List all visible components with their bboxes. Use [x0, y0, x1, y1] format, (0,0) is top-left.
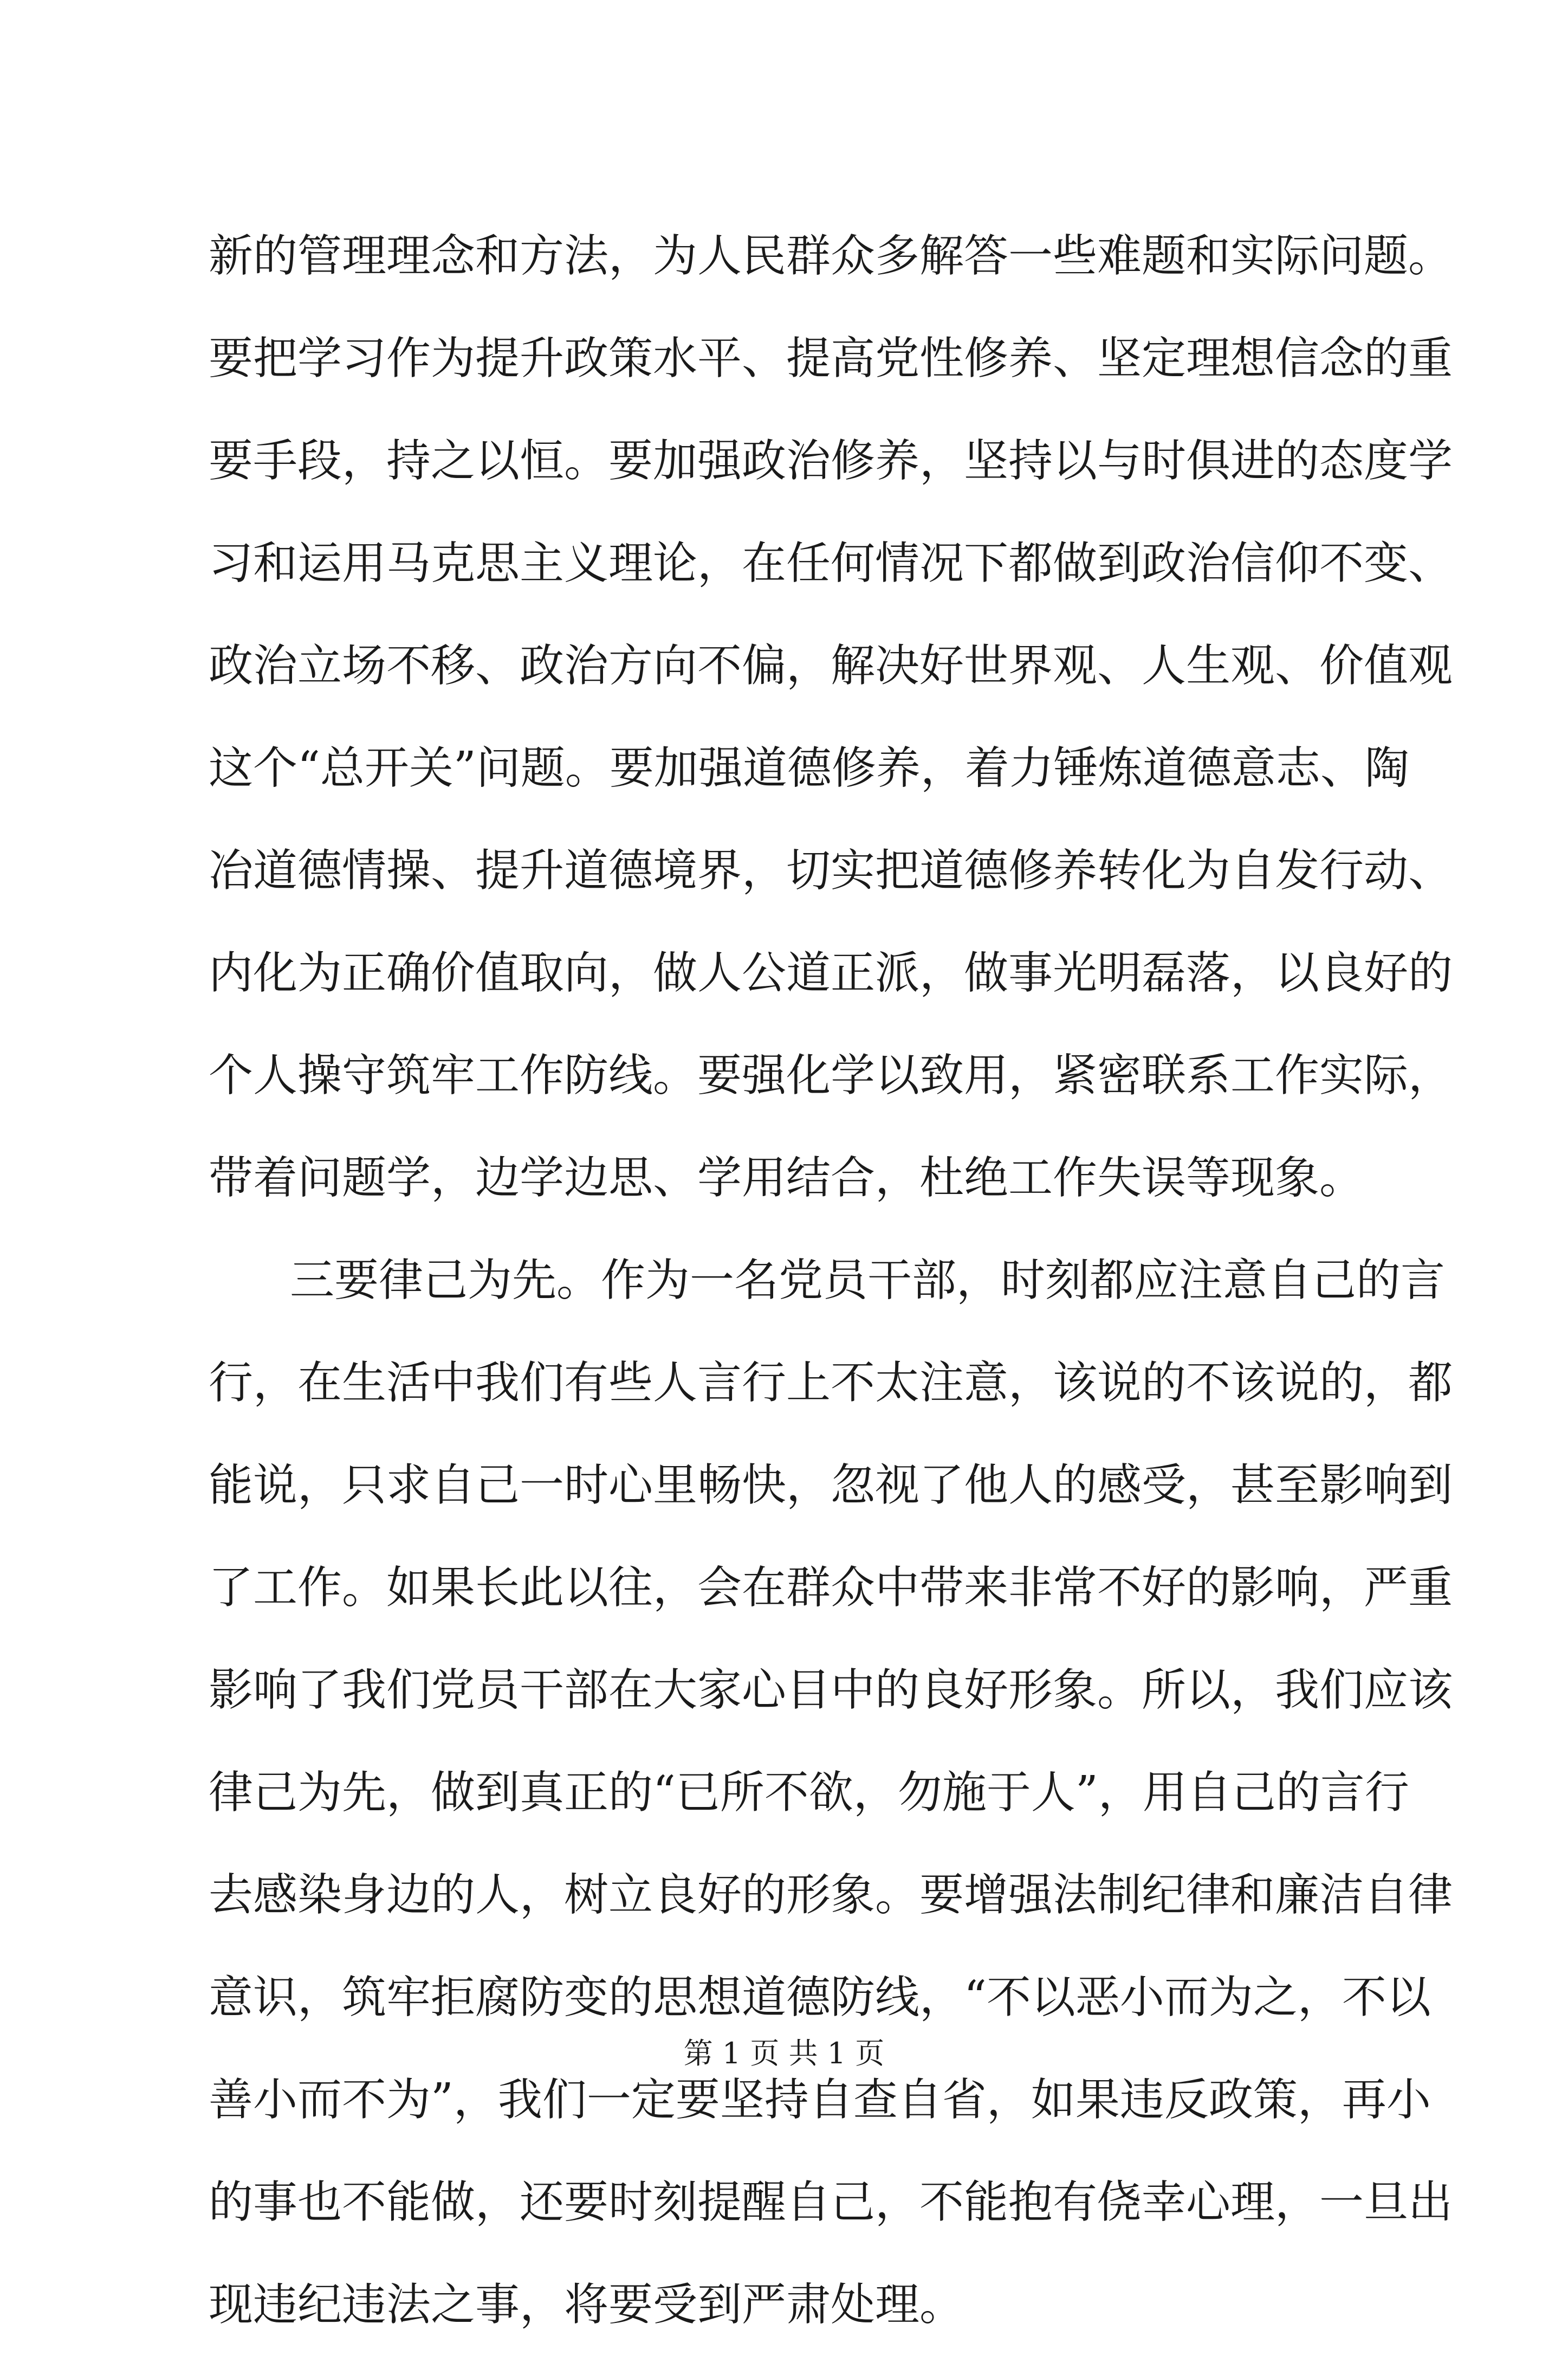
- text-line: 行，在生活中我们有些人言行上不太注意，该说的不该说的，都: [209, 1357, 1453, 1409]
- text-line-paragraph-start: 三要律己为先。作为一名党员干部，时刻都应注意自己的言: [290, 1255, 1446, 1306]
- text-line: 影响了我们党员干部在大家心目中的良好形象。所以，我们应该: [209, 1664, 1453, 1716]
- text-line: 去感染身边的人，树立良好的形象。要增强法制纪律和廉洁自律: [209, 1869, 1453, 1921]
- text-line: 了工作。如果长此以往，会在群众中带来非常不好的影响，严重: [209, 1562, 1453, 1613]
- page-number: 第 1 页 共 1 页: [683, 2036, 885, 2070]
- text-line: 新的管理理念和方法，为人民群众多解答一些难题和实际问题。: [209, 230, 1453, 282]
- text-line: 律己为先，做到真正的“已所不欲，勿施于人”，用自己的言行: [209, 1767, 1409, 1818]
- page-footer: [0, 2035, 1568, 2073]
- text-line: 要手段，持之以恒。要加强政治修养，坚持以与时俱进的态度学: [209, 435, 1453, 487]
- text-line-paragraph-end: 现违纪违法之事，将要受到严肃处理。: [209, 2279, 964, 2331]
- text-line: 意识，筑牢拒腐防变的思想道德防线，“不以恶小而为之，不以: [209, 1972, 1431, 2023]
- text-line: 善小而不为”，我们一定要坚持自查自省，如果违反政策，再小: [209, 2074, 1431, 2126]
- document-body: [209, 205, 1453, 2356]
- text-line: 习和运用马克思主义理论，在任何情况下都做到政治信仰不变、: [209, 538, 1453, 589]
- text-line: 内化为正确价值取向，做人公道正派，做事光明磊落，以良好的: [209, 947, 1453, 999]
- text-line-paragraph-end: 带着问题学，边学边思、学用结合，杜绝工作失误等现象。: [209, 1152, 1364, 1204]
- text-line: 冶道德情操、提升道德境界，切实把道德修养转化为自发行动、: [209, 845, 1453, 896]
- text-line: 这个“总开关”问题。要加强道德修养，着力锤炼道德意志、陶: [209, 743, 1409, 794]
- text-line: 个人操守筑牢工作防线。要强化学以致用，紧密联系工作实际，: [209, 1050, 1453, 1101]
- text-line: 政治立场不移、政治方向不偏，解决好世界观、人生观、价值观: [209, 640, 1453, 692]
- text-line: 能说，只求自己一时心里畅快，忽视了他人的感受，甚至影响到: [209, 1460, 1453, 1511]
- text-line: 的事也不能做，还要时刻提醒自己，不能抱有侥幸心理，一旦出: [209, 2177, 1453, 2228]
- text-line: 要把学习作为提升政策水平、提高党性修养、坚定理想信念的重: [209, 333, 1453, 384]
